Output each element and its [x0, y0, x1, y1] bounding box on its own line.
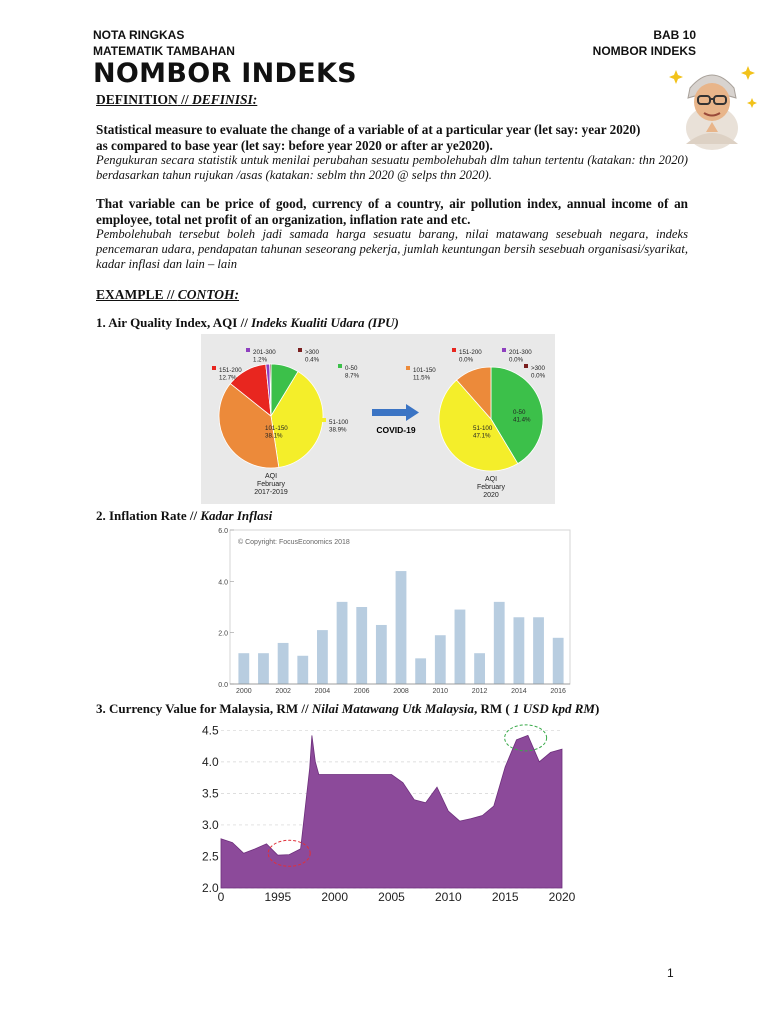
inflation-bar [533, 617, 544, 684]
slice-value: 38.1% [265, 432, 283, 440]
slice-label: 151-200 [459, 349, 482, 356]
pie-caption: 2020 [483, 492, 499, 499]
slice-label: >300 [531, 365, 545, 372]
header-right [593, 27, 696, 59]
pie-caption: AQI [484, 476, 498, 483]
inflation-bar [238, 653, 249, 684]
legend-swatch [452, 348, 456, 352]
legend-swatch [258, 424, 262, 428]
header-notes-label: NOTA RINGKAS [93, 28, 185, 42]
currency-y-axis [202, 723, 219, 895]
y-tick-label: 3.5 [202, 786, 219, 801]
item2-heading [96, 508, 272, 524]
inflation-bar [474, 653, 485, 684]
slice-value: 8.7% [345, 372, 360, 380]
x-tick-label: 2005 [378, 890, 405, 904]
y-tick-label: 0.0 [218, 682, 228, 689]
legend-swatch [466, 424, 470, 428]
y-tick-label: 4.0 [218, 579, 228, 587]
header-subject-label: MATEMATIK TAMBAHAN [93, 44, 235, 58]
item3-label-end: ) [595, 701, 600, 716]
definition-paragraph-en [96, 122, 688, 153]
slice-value: 38.9% [329, 426, 347, 434]
aqi-pie-figure [201, 334, 555, 504]
y-tick-label: 2.0 [202, 881, 219, 895]
y-tick-label: 2.5 [202, 849, 219, 864]
legend-swatch [212, 366, 216, 370]
example-heading [96, 287, 239, 303]
x-tick-label: 2006 [353, 688, 370, 695]
x-tick-label: 1995 [264, 890, 292, 904]
pie-caption: February [256, 481, 286, 488]
legend-swatch [506, 408, 510, 412]
inflation-copyright: © Copyright: FocusEconomics 2018 [238, 539, 350, 546]
legend-swatch [298, 348, 302, 352]
inflation-bar [297, 656, 308, 684]
item3-label-ms: Nilai Matawang Utk Malaysia [311, 701, 474, 716]
slice-value: 1.2% [253, 356, 268, 364]
item3-label: 3. Currency Value for Malaysia, RM // [96, 701, 312, 716]
pie-caption: February [476, 484, 506, 491]
definition-en-line2: as compared to base year (let say: before year 2020 or after ar ye2020). [96, 137, 493, 153]
slice-label: 51-100 [473, 425, 493, 432]
currency-x-axis [218, 890, 576, 904]
inflation-bar [317, 630, 328, 684]
inflation-x-axis [230, 684, 570, 695]
inflation-bar [513, 617, 524, 684]
inflation-bar [455, 610, 466, 684]
item3-label-unit: 1 USD kpd RM [513, 701, 595, 716]
slice-value: 12.7% [219, 374, 237, 382]
slice-value: 11.5% [413, 374, 431, 382]
item1-heading [96, 315, 399, 331]
header-left [93, 27, 235, 59]
header-topic-label: NOMBOR INDEKS [592, 44, 696, 58]
x-tick-label: 2020 [548, 890, 576, 904]
currency-area-series [221, 735, 562, 888]
y-tick-label: 3.0 [202, 817, 219, 832]
x-tick-label: 0 [217, 890, 225, 904]
page-number: 1 [667, 966, 674, 980]
inflation-bar [278, 643, 289, 684]
pie-caption: AQI [264, 473, 278, 480]
x-tick-label: 2000 [321, 890, 349, 904]
slice-label: >300 [305, 349, 319, 356]
slice-label: 101-150 [265, 425, 288, 432]
x-tick-label: 2016 [550, 688, 566, 695]
slice-label: 101-150 [413, 367, 436, 374]
slice-label: 0-50 [345, 365, 358, 372]
example-heading-separator: // [163, 287, 178, 302]
slice-value: 0.0% [509, 356, 524, 364]
example-heading-ms: CONTOH: [177, 287, 240, 302]
legend-swatch [406, 366, 410, 370]
slice-label: 0-50 [513, 409, 526, 416]
x-tick-label: 2014 [511, 688, 527, 695]
x-tick-label: 2015 [491, 890, 519, 904]
x-tick-label: 2002 [275, 688, 291, 695]
item2-label: 2. Inflation Rate // [96, 508, 201, 523]
inflation-bar [435, 635, 446, 684]
slice-value: 0.0% [531, 372, 546, 380]
inflation-bar [494, 602, 505, 684]
variable-paragraph-en: That variable can be price of good, currency of a country, air pollution index, annual income of an employee, total net profit of an organization, inflation rate and etc. [96, 196, 688, 227]
inflation-bar [337, 602, 348, 684]
y-tick-label: 4.5 [202, 723, 219, 738]
currency-area-chart [200, 718, 582, 904]
definition-en-line1: Statistical measure to evaluate the change of a variable of at a particular year (let say: year 2020) [96, 122, 641, 137]
slice-value: 47.1% [473, 432, 491, 440]
definition-heading [96, 92, 257, 108]
x-tick-label: 2012 [471, 688, 488, 695]
y-tick-label: 4.0 [202, 754, 219, 769]
example-heading-en: EXAMPLE [96, 287, 164, 302]
slice-label: 51-100 [329, 419, 349, 426]
y-tick-label: 2.0 [218, 630, 228, 638]
item1-label: 1. Air Quality Index, AQI // [96, 315, 252, 330]
x-tick-label: 2004 [314, 688, 331, 695]
x-tick-label: 2010 [434, 890, 462, 904]
inflation-bar [356, 607, 367, 684]
variable-paragraph-ms: Pembolehubah tersebut boleh jadi samada harga sesuatu barang, nilai matawang sesebuah negara, indeks pencemaran udara, pendapatan tahunan seseorang pekerja, jumlah keuntungan bersih sesebuah organisasi/syarikat, kadar inflasi dan lain – lain [96, 227, 688, 271]
header-chapter-label: BAB 10 [653, 28, 696, 42]
inflation-bar [396, 571, 407, 684]
page-title: NOMBOR INDEKS [93, 58, 357, 89]
x-tick-label: 2010 [432, 688, 449, 695]
item2-label-ms: Kadar Inflasi [200, 508, 273, 523]
slice-value: 0.4% [305, 356, 320, 364]
definition-heading-ms: DEFINISI: [192, 92, 258, 107]
legend-swatch [502, 348, 506, 352]
y-tick-label: 6.0 [218, 528, 228, 535]
covid-label: COVID-19 [376, 425, 416, 435]
item3-label-tail: , RM ( [474, 701, 513, 716]
pie-caption: 2017-2019 [254, 489, 288, 496]
x-tick-label: 2000 [236, 688, 252, 695]
x-tick-label: 2008 [393, 688, 409, 695]
legend-swatch [338, 364, 342, 368]
slice-label: 151-200 [219, 367, 242, 374]
legend-swatch [246, 348, 250, 352]
slice-value: 0.0% [459, 356, 474, 364]
item3-heading [96, 701, 599, 717]
slice-value: 41.4% [513, 416, 531, 424]
inflation-bar [258, 653, 269, 684]
definition-heading-en: DEFINITION [96, 92, 178, 107]
definition-paragraph-ms: Pengukuran secara statistik untuk menilai perubahan sesuatu pembolehubah dlm tahun tertentu (katakan: thn 2020) berdasarkan tahun rujukan /asas (katakan: seblm thn 2020 @ selps thn 2020). [96, 153, 688, 182]
inflation-bar [415, 658, 426, 684]
inflation-bar-chart [218, 524, 576, 700]
inflation-bar [376, 625, 387, 684]
legend-swatch [524, 364, 528, 368]
definition-heading-separator: // [177, 92, 193, 107]
slice-label: 201-300 [253, 349, 276, 356]
inflation-bar [553, 638, 564, 684]
legend-swatch [322, 418, 326, 422]
slice-label: 201-300 [509, 349, 532, 356]
item1-label-ms: Indeks Kualiti Udara (IPU) [251, 315, 399, 330]
